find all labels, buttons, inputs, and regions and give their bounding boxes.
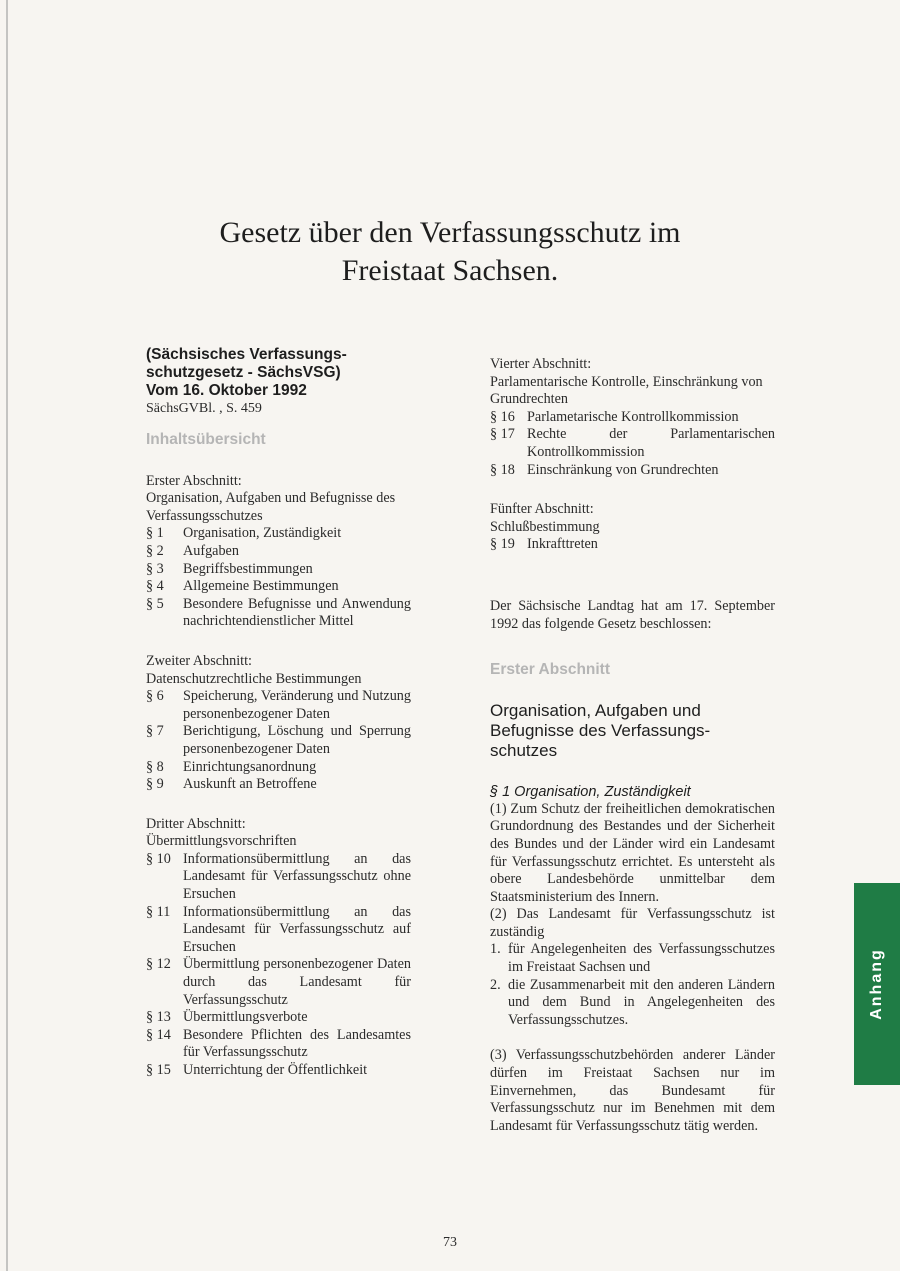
toc-item-text: Auskunft an Betroffene xyxy=(183,776,317,793)
toc-section xyxy=(490,356,775,479)
toc-item xyxy=(146,1027,411,1062)
toc-item-text: Einschränkung von Grundrechten xyxy=(527,461,719,478)
appendix-side-tab xyxy=(854,883,900,1085)
document-title-line-2: Freistaat Sachsen. xyxy=(341,254,559,287)
section-title-line-3: schutzes xyxy=(490,740,558,760)
toc-item xyxy=(146,1062,411,1080)
law-source: SächsGVBl. , S. 459 xyxy=(146,401,262,416)
toc-item-text: Übermittlung personenbezogener Daten durch das Landesamt für Verfassungsschutz xyxy=(183,956,411,1008)
toc-item xyxy=(146,723,411,758)
toc-item-number: § 11 xyxy=(146,903,171,920)
toc-item-text: Informationsübermittlung an das Landesamt für Verfassungsschutz auf Ersuchen xyxy=(183,903,411,955)
toc-item xyxy=(146,543,411,561)
toc-section-label: Erster Abschnitt: xyxy=(146,472,242,489)
toc-item-number: § 15 xyxy=(146,1062,171,1078)
toc-item-number: § 19 xyxy=(490,536,515,553)
law-date: Vom 16. Oktober 1992 xyxy=(146,382,307,399)
toc-item xyxy=(146,596,411,631)
toc-item xyxy=(490,462,775,480)
list-item-text: für Angelegenheiten des Verfassungsschutzes im Freistaat Sachsen und xyxy=(508,941,775,976)
toc-item xyxy=(146,561,411,579)
list-item xyxy=(490,977,775,1030)
toc-item-number: § 6 xyxy=(146,688,164,705)
toc-item xyxy=(146,525,411,543)
document-title-line-1: Gesetz über den Verfassungsschutz im xyxy=(219,216,681,249)
toc-item-text: Berichtigung, Löschung und Sperrung personenbezogener Daten xyxy=(183,723,411,757)
paragraph-title: § 1 Organisation, Zuständigkeit xyxy=(490,783,691,800)
toc-section-title: Schlußbestimmung xyxy=(490,518,600,535)
side-tab-label: Anhang xyxy=(868,948,886,1020)
toc-item-number: § 5 xyxy=(146,595,164,612)
paragraph-1: (1) Zum Schutz der freiheitlichen demokratischen Grundordnung des Bestandes und der Sicherheit des Bundes und der Länder wird ein Landesamt für Verfassungsschutz errichtet. Es untersteht als obere Landesbehörde unmittelbar dem Staatsministerium des Innern. xyxy=(490,800,775,905)
section-label: Erster Abschnitt xyxy=(490,661,611,679)
section-title-line-1: Organisation, Aufgaben und xyxy=(490,700,701,720)
toc-section-title: Übermittlungsvorschriften xyxy=(146,833,297,850)
toc-item xyxy=(490,409,775,427)
toc-item-text: Aufgaben xyxy=(183,542,239,559)
toc-item-text: Begriffsbestimmungen xyxy=(183,560,313,577)
toc-section-title: Parlamentarische Kontrolle, Einschränkung von Grundrechten xyxy=(490,373,763,408)
page-edge-shadow xyxy=(6,0,8,1271)
toc-section-title: Datenschutzrechtliche Bestimmungen xyxy=(146,670,362,687)
toc-item-number: § 17 xyxy=(490,426,515,443)
toc-item-number: § 7 xyxy=(146,723,164,740)
short-title-line-1: (Sächsisches Verfassungs- xyxy=(146,346,347,363)
short-title-line-2: schutzgesetz - SächsVSG) xyxy=(146,364,341,381)
section-title xyxy=(490,701,775,761)
toc-section-label: Zweiter Abschnitt: xyxy=(146,652,252,669)
toc-item xyxy=(146,904,411,957)
toc-item-number: § 14 xyxy=(146,1026,171,1043)
toc-item-text: Informationsübermittlung an das Landesamt für Verfassungsschutz ohne Ersuchen xyxy=(183,850,411,903)
toc-item xyxy=(146,688,411,723)
right-column xyxy=(490,356,775,1135)
paragraph-3: (3) Verfassungsschutzbehörden anderer Länder dürfen im Freistaat Sachsen nur im Einvernehmen, das Bundesamt für Verfassungsschutz nur im Benehmen mit dem Landesamt für Verfassungsschutz tätig werden. xyxy=(490,1047,775,1134)
toc-item xyxy=(490,536,775,554)
toc-section-label: Fünfter Abschnitt: xyxy=(490,501,594,518)
toc-item-number: § 12 xyxy=(146,956,171,973)
toc-item-number: § 10 xyxy=(146,850,171,867)
toc-item-number: § 18 xyxy=(490,461,515,478)
toc-item-text: Rechte der Parlamentarischen Kontrollkommission xyxy=(527,426,775,460)
toc-section-label: Vierter Abschnitt: xyxy=(490,356,592,372)
toc-item xyxy=(146,1009,411,1027)
preamble-text: Der Sächsische Landtag hat am 17. September 1992 das folgende Gesetz beschlossen: xyxy=(490,597,775,632)
toc-item-number: § 13 xyxy=(146,1009,171,1026)
toc-item-text: Einrichtungsanordnung xyxy=(183,758,317,775)
toc-item xyxy=(146,851,411,904)
section-title-line-2: Befugnisse des Verfassungs- xyxy=(490,720,711,740)
toc-item-number: § 2 xyxy=(146,542,164,559)
paragraph-2: (2) Das Landesamt für Verfassungsschutz ist zuständig xyxy=(490,906,775,940)
toc-section xyxy=(146,816,411,1080)
list-item-number: 2. xyxy=(490,976,501,993)
toc-section xyxy=(146,653,411,794)
toc-section-label: Dritter Abschnitt: xyxy=(146,815,246,832)
toc-item-text: Parlametarische Kontrollkommission xyxy=(527,408,739,425)
toc-item-number: § 3 xyxy=(146,560,164,577)
toc-item xyxy=(490,426,775,461)
toc-item xyxy=(146,578,411,596)
toc-item-text: Organisation, Zuständigkeit xyxy=(183,525,342,542)
toc-section xyxy=(490,501,775,554)
page-number: 73 xyxy=(443,1235,457,1250)
toc-item xyxy=(146,956,411,1009)
toc-item-number: § 9 xyxy=(146,776,164,793)
toc-item-text: Unterrichtung der Öffentlichkeit xyxy=(183,1062,368,1078)
toc-item-text: Allgemeine Bestimmungen xyxy=(183,578,339,595)
left-column xyxy=(146,346,411,1080)
toc-item xyxy=(146,759,411,777)
document-title xyxy=(0,214,900,290)
toc-item-text: Besondere Pflichten des Landesamtes für Verfassungsschutz xyxy=(183,1026,411,1061)
toc-item-text: Inkrafttreten xyxy=(527,536,598,553)
list-item-number: 1. xyxy=(490,941,501,958)
toc-item-number: § 1 xyxy=(146,525,164,542)
toc-heading: Inhaltsübersicht xyxy=(146,431,266,448)
toc-item-text: Übermittlungsverbote xyxy=(183,1009,308,1026)
toc-item-number: § 8 xyxy=(146,758,164,775)
toc-item-number: § 16 xyxy=(490,408,515,425)
list-item xyxy=(490,941,775,976)
toc-section xyxy=(146,473,411,631)
toc-item-text: Speicherung, Veränderung und Nutzung personenbezogener Daten xyxy=(183,688,411,722)
toc-section-title: Organisation, Aufgaben und Befugnisse des Verfassungsschutzes xyxy=(146,490,396,524)
list-item-text: die Zusammenarbeit mit den anderen Ländern und dem Bund in Angelegenheiten des Verfassungsschutzes. xyxy=(508,976,775,1028)
toc-item xyxy=(146,776,411,794)
toc-item-text: Besondere Befugnisse und Anwendung nachrichtendienstlicher Mittel xyxy=(183,595,411,630)
toc-item-number: § 4 xyxy=(146,578,164,595)
